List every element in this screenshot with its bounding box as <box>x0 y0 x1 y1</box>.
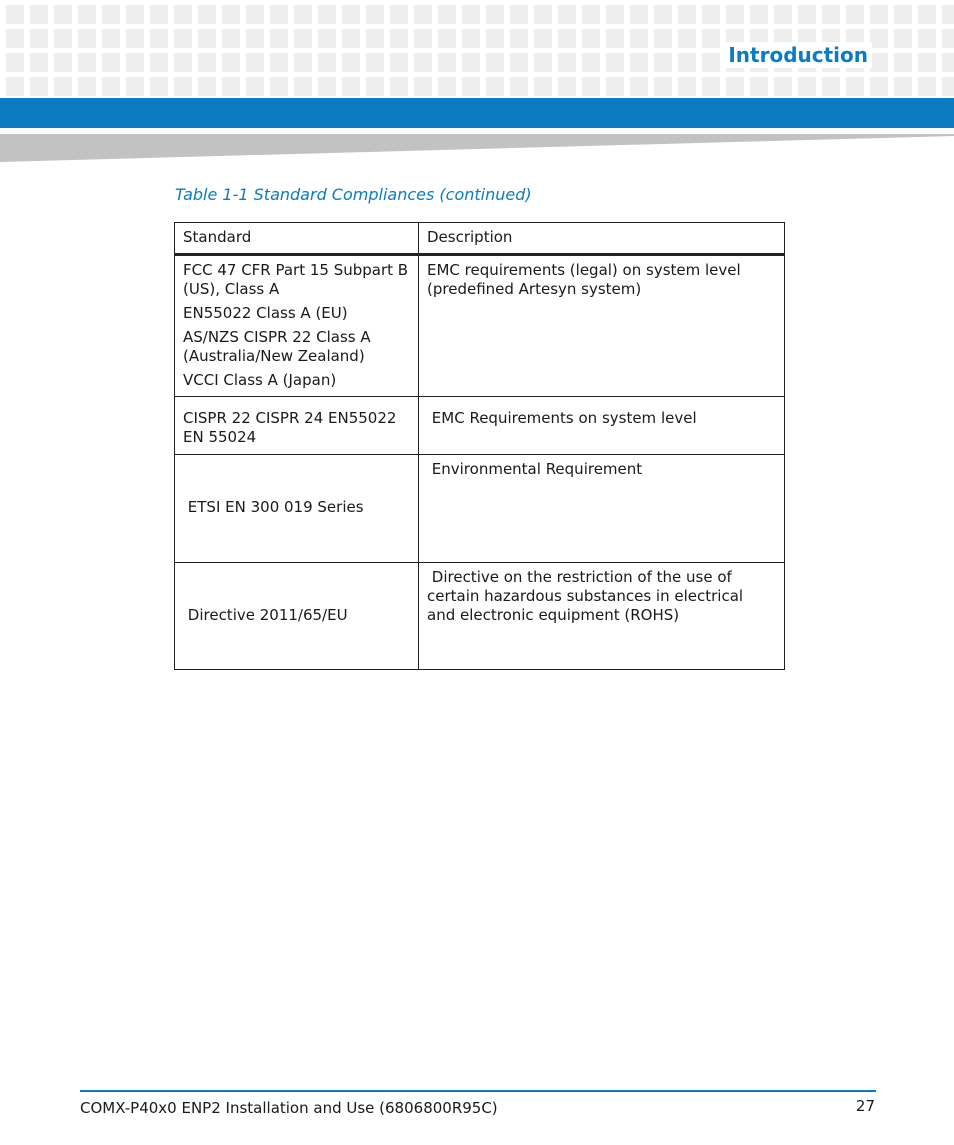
column-header-description: Description <box>419 223 785 255</box>
table-row <box>175 397 785 455</box>
standard-line: CISPR 22 CISPR 24 EN55022 EN 55024 <box>183 409 397 446</box>
header-gray-wedge <box>0 128 954 164</box>
table-header-row <box>175 223 785 255</box>
footer-page-number: 27 <box>855 1097 875 1115</box>
standard-cell <box>175 397 419 455</box>
description-cell: Directive on the restriction of the use of certain hazardous substances in electrical and electronic equipment (ROHS) <box>419 563 785 670</box>
table-row <box>175 455 785 563</box>
header-blue-band <box>0 98 954 128</box>
standard-line: FCC 47 CFR Part 15 Subpart B (US), Class A <box>183 261 409 298</box>
standard-compliances-table <box>174 222 785 670</box>
description-cell: EMC Requirements on system level <box>419 397 785 455</box>
column-header-standard: Standard <box>175 223 419 255</box>
standard-line: ETSI EN 300 019 Series <box>183 498 364 516</box>
description-cell: Environmental Requirement <box>419 455 785 563</box>
table-caption: Table 1-1 Standard Compliances (continued) <box>175 185 532 204</box>
footer-rule <box>80 1090 876 1092</box>
standard-cell <box>175 255 419 397</box>
standard-line: AS/NZS CISPR 22 Class A (Australia/New Zealand) <box>183 328 371 365</box>
gray-wedge-shape <box>0 134 954 162</box>
table-row <box>175 255 785 397</box>
standard-line: VCCI Class A (Japan) <box>183 371 337 389</box>
description-cell: EMC requirements (legal) on system level (predefined Artesyn system) <box>419 255 785 397</box>
standard-cell <box>175 563 419 670</box>
table-row <box>175 563 785 670</box>
standard-line: Directive 2011/65/EU <box>183 606 348 624</box>
footer-document-title: COMX-P40x0 ENP2 Installation and Use (6806800R95C) <box>80 1099 498 1117</box>
standard-line: EN55022 Class A (EU) <box>183 304 348 322</box>
section-title: Introduction <box>724 42 872 68</box>
standard-cell <box>175 455 419 563</box>
